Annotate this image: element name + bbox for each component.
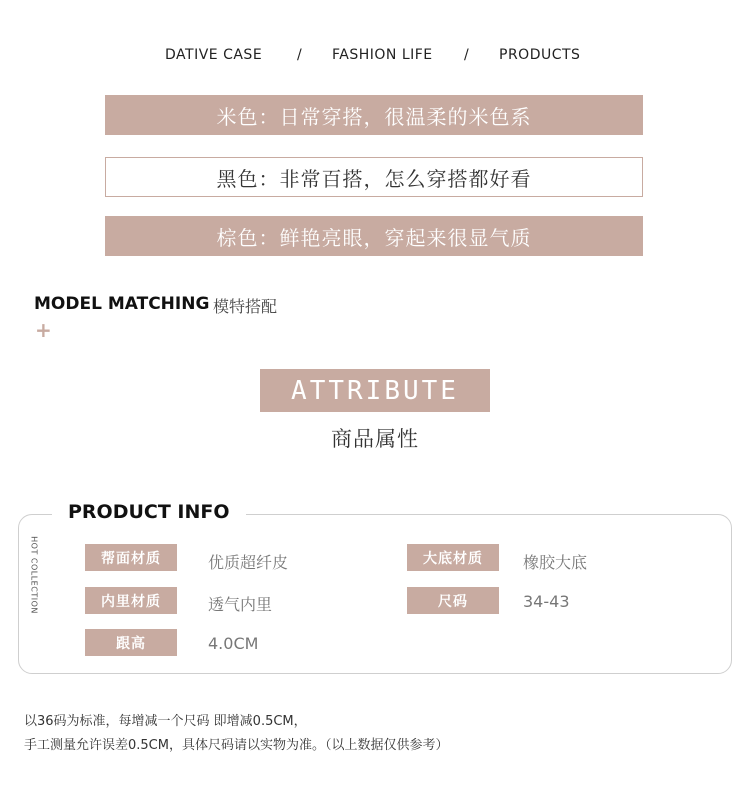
attribute-title-box <box>260 369 490 412</box>
nav-separator: / <box>464 47 470 63</box>
size-note-line-1: 以36码为标准，每增减一个尺码 即增减0.5CM， <box>24 714 307 729</box>
attribute-title: ATTRIBUTE <box>291 375 459 406</box>
color-band-brown: 棕色：鲜艳亮眼，穿起来很显气质 <box>105 216 643 256</box>
color-band-beige: 米色：日常穿搭，很温柔的米色系 <box>105 95 643 135</box>
attribute-subtitle: 商品属性 <box>331 427 419 451</box>
attr-label-heel-height: 跟高 <box>85 629 177 656</box>
model-matching-title: MODEL MATCHING <box>34 294 210 314</box>
nav-separator: / <box>297 47 303 63</box>
attr-value-heel-height: 4.0CM <box>208 634 259 653</box>
attr-label-upper-material: 帮面材质 <box>85 544 177 571</box>
color-band-black: 黑色：非常百搭，怎么穿搭都好看 <box>105 157 643 197</box>
attr-value-size: 34-43 <box>523 592 570 611</box>
size-note-line-2: 手工测量允许误差0.5CM，具体尺码请以实物为准。（以上数据仅供参考） <box>24 738 449 753</box>
nav-item-fashion-life[interactable]: FASHION LIFE <box>332 47 433 63</box>
side-label-text: HOT COLLECTION <box>29 536 39 614</box>
attr-value-lining-material: 透气内里 <box>208 595 273 614</box>
attr-value-sole-material: 橡胶大底 <box>523 553 588 572</box>
attr-label-sole-material: 大底材质 <box>407 544 499 571</box>
plus-icon: + <box>35 318 52 342</box>
top-nav <box>0 47 750 67</box>
attr-label-lining-material: 内里材质 <box>85 587 177 614</box>
attr-label-size: 尺码 <box>407 587 499 614</box>
nav-item-products[interactable]: PRODUCTS <box>499 47 581 63</box>
attr-value-upper-material: 优质超纤皮 <box>208 553 289 572</box>
hot-collection-side-label <box>27 535 41 615</box>
product-info-title: PRODUCT INFO <box>52 501 246 523</box>
nav-item-dative-case[interactable]: DATIVE CASE <box>165 47 263 63</box>
model-matching-subtitle: 模特搭配 <box>213 297 278 316</box>
